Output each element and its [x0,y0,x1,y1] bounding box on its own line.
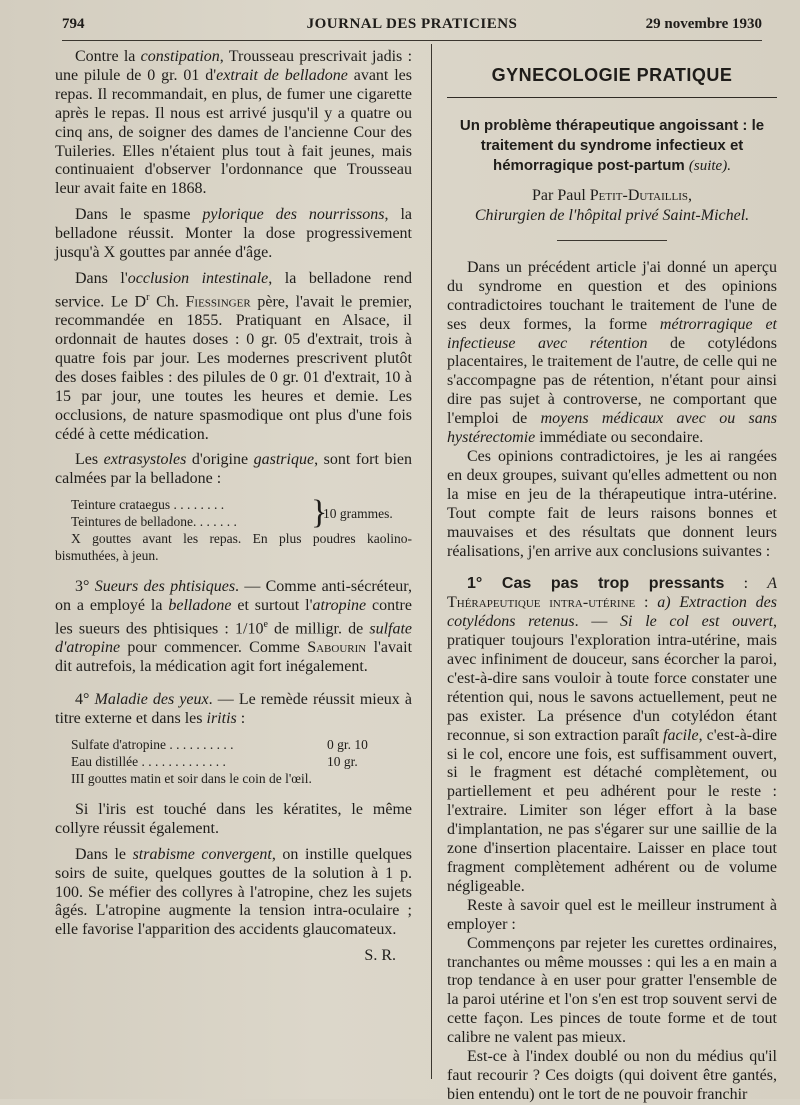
issue-date: 29 novembre 1930 [645,16,762,32]
presc-item: Teintures de belladone. . . . . . . [71,514,237,530]
paragraph-sueurs: 3° Sueurs des phtisiques. — Comme anti-sécréteur, on a employé la belladone et surtout l'atropine contre les sueurs des phtisiques : 1/10e de milligr. de sulfate d'atropine pour commencer. Comme Sabourin l'avait dit autrefois, la médication agit fort inégalement. [55,578,413,676]
prescription-atropine [55,736,412,770]
presc-dose: 0 gr. 10 [327,736,368,752]
presc-note: X gouttes avant les repas. En plus poudres kaolino-bismuthées, à jeun. [55,531,412,564]
presc-item: Sulfate d'atropine . . . . . . . . . . [71,736,234,752]
paragraph-index: Est-ce à l'index doublé ou non du médius qu'il faut recourir ? Ces doigts (qui doivent être gantés, bien entendu) ont le tort de ne pouvoir franchir [447,1048,777,1103]
title-rule [557,240,667,241]
paragraph-strabisme: Dans le strabisme convergent, on instille quelques soirs de suite, quelques gouttes de la solution à 1 p. 100. Se méfier des collyres à l'atropine, chez les sujets âgés. L'atropine augmente la tension intra-oculaire ; elle favorise l'apparition des accidents glaucomateux. [55,845,412,939]
presc-item: Teinture crataegus . . . . . . . . [71,497,225,513]
paragraph-iris: Si l'iris est touché dans les kératites, le même collyre réussit également. [55,800,412,837]
header-rule [62,40,762,41]
column-divider [431,44,432,1079]
presc-note: III gouttes matin et soir dans le coin de l'œil. [71,770,312,786]
right-column [447,48,777,1105]
presc-dose: 10 gr. [327,753,358,769]
page-number: 794 [62,16,85,32]
paragraph-instrument: Reste à savoir quel est le meilleur instrument à employer : [447,896,777,933]
paragraph-extrasystoles: Les extrasystoles d'origine gastrique, sont fort bien calmées par la belladone : [55,451,413,488]
presc-dose: 10 grammes. [323,506,393,522]
article-title: Un problème thérapeutique angoissant : le traitement du syndrome infectieux et hémorragique post-partum (suite). [459,116,765,174]
signature: S. R. [364,947,396,965]
journal-title: JOURNAL DES PRATICIENS [306,16,518,32]
paragraph-constipation: Contre la constipation, Trousseau prescrivait jadis : une pilule de 0 gr. 01 d'extrait de belladone avant les repas. Il recommandait, en plus, de fumer une cigarette après le repas. Il nous est arrivé jusqu'il y a quatre ou cinq ans, de soigner des dames de l'ancienne Cour des Tuileries. Elles n'étaient plus tout à fait jeunes, mais continuaient d'observer l'ordonnance que Trousseau leur avait faite en 1868. [55,48,413,198]
presc-item: Eau distillée . . . . . . . . . . . . . [71,753,226,769]
paragraph-spasme: Dans le spasme pylorique des nourrissons, la belladone réussit. Monter la dose progressivement jusqu'à X gouttes par année d'âge. [55,206,412,262]
paragraph-curettes: Commençons par rejeter les curettes ordinaires, tranchantes ou même mousses : qui les a en main a trop tendance à en user pour gratter l'ensemble de la paroi utérine et l'on s'en est trop souvent servi de cette façon. Les pinces de toute forme et de tout calibre ne valent pas mieux. [447,934,777,1047]
paragraph-cas: 1° Cas pas trop pressants : A Thérapeutique intra-utérine : a) Extraction des cotylédons retenus. — Si le col est ouvert, pratiquer toujours l'exploration intra-utérine, mais avec infiniment de douceur, sans écorcher la paroi, c'est-à-dire sans vouloir à toute force constater une rétention qui, nous le savons actuellement, peut ne pas exister. La présence d'un cotylédon étant reconnue, si son extraction paraît facile, c'est-à-dire si le col, encore une fois, est suffisamment ouvert, si le fragment est détaché complètement, ou partiellement et peu adhérent pour le reste : l'extraire. Limiter son léger effort à la base d'implantation, ne pas s'égarer sur une saillie de la zone d'insertion placentaire. Laisser en place tout fragment complètement adhérent ou de volume négligeable. [447,575,778,895]
prescription-crataegus [55,496,412,530]
article-byline: Par Paul Petit-Dutaillis, [532,186,692,204]
section-title: GYNECOLOGIE PRATIQUE [447,66,777,98]
paragraph-occlusion: Dans l'occlusion intestinale, la belladone rend service. Le $D^r$ Ch. Fiessinger père, l'avait le premier, recommandée en 1855. Pratiquant en Alsace, il ordonnait de hautes doses : 0 gr. 05 d'extrait, trois à quatre fois par jour. Les modernes prescrivent plutôt des doses faibles : des pilules de 0 gr. 01 d'extrait, 10 à 15 par jour, une toutes les heures et demie. Les occlusions, de nature spasmodique ont plus d'une fois cédé à cette médication. [55,269,413,443]
author-affiliation: Chirurgien de l'hôpital privé Saint-Michel. [474,206,750,224]
brace: } [311,494,328,532]
page-header [62,12,762,36]
paragraph-yeux: 4° Maladie des yeux. — Le remède réussit mieux à titre externe et dans les iritis : [55,691,413,728]
left-column [55,48,412,966]
paragraph-opinions: Ces opinions contradictoires, je les ai rangées en deux groupes, suivant qu'elles admettent ou non la mise en jeu de la thérapeutique intra-utérine. Tout compte fait de leurs raisons bonnes et mauvaises et des résultats que donnent leurs réalisations, j'en arrive aux conclusions suivantes : [447,447,777,560]
paragraph-intro: Dans un précédent article j'ai donné un aperçu du syndrome en question et des opinions contradictoires touchant le traitement de l'une de ses deux formes, la forme métrorragique et infectieuse avec rétention de cotylédons placentaires, le traitement de l'autre, de celle qui ne s'accompagne pas de rétention, n'étant pour ainsi dire pas sujet à controverse, ne comportant que l'emploi de moyens médicaux avec ou sans hystérectomie immédiate ou secondaire. [447,258,777,447]
